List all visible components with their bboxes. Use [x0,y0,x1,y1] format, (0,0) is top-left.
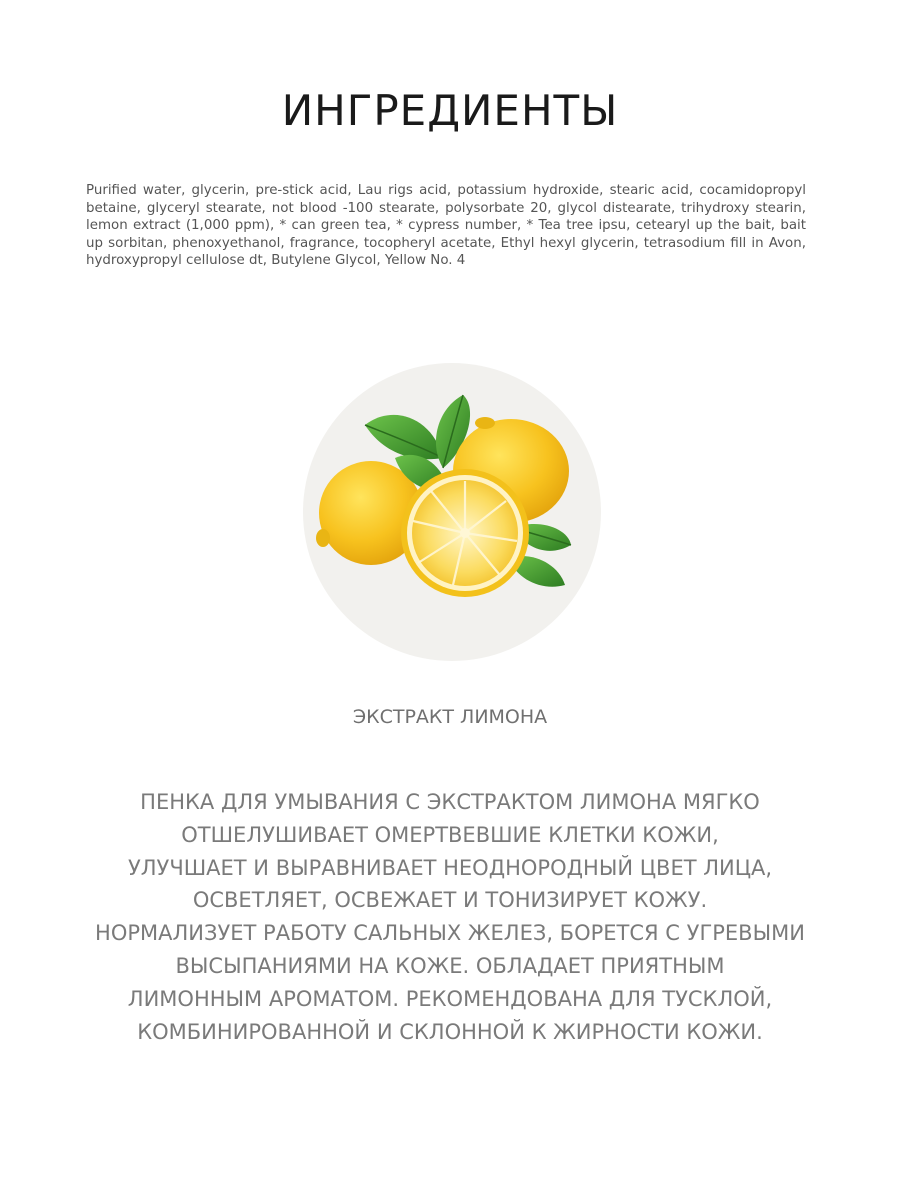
product-description [50,786,850,1048]
description-line: ЛИМОННЫМ АРОМАТОМ. РЕКОМЕНДОВАНА ДЛЯ ТУСКЛОЙ, [127,986,773,1011]
description-line: ВЫСЫПАНИЯМИ НА КОЖЕ. ОБЛАДАЕТ ПРИЯТНЫМ [175,953,725,978]
description-line: ОТШЕЛУШИВАЕТ ОМЕРТВЕВШИЕ КЛЕТКИ КОЖИ, [181,822,719,847]
description-line: ОСВЕТЛЯЕТ, ОСВЕЖАЕТ И ТОНИЗИРУЕТ КОЖУ. [192,888,708,913]
description-line: ПЕНКА ДЛЯ УМЫВАНИЯ С ЭКСТРАКТОМ ЛИМОНА МЯГКО [140,790,760,814]
description-line: УЛУЧШАЕТ И ВЫРАВНИВАЕТ НЕОДНОРОДНЫЙ ЦВЕТ ЛИЦА, [127,855,773,880]
image-caption: ЭКСТРАКТ ЛИМОНА [352,706,548,728]
lemon-illustration-icon [303,363,601,661]
ingredients-list: Purified water, glycerin, pre-stick acid, Lau rigs acid, potassium hydroxide, stearic acid, cocamidopropyl betaine, glyceryl stearate, not blood -100 stearate, polysorbate 20, glycol distearate, trihydroxy stearin, lemon extract (1,000 ppm), * can green tea, * cypress number, * Tea tree ipsu, cetearyl up the bait, bait up sorbitan, phenoxyethanol, fragrance, tocopheryl acetate, Ethyl hexyl glycerin, tetrasodium fill in Avon, hydroxypropyl cellulose dt, Butylene Glycol, Yellow No. 4 [86,183,806,269]
lemon-image [303,363,601,661]
description-line: НОРМАЛИЗУЕТ РАБОТУ САЛЬНЫХ ЖЕЛЕЗ, БОРЕТСЯ С УГРЕВЫМИ [95,921,805,946]
description-line: КОМБИНИРОВАННОЙ И СКЛОННОЙ К ЖИРНОСТИ КОЖИ. [137,1019,763,1044]
page-title: ИНГРЕДИЕНТЫ [281,86,619,135]
